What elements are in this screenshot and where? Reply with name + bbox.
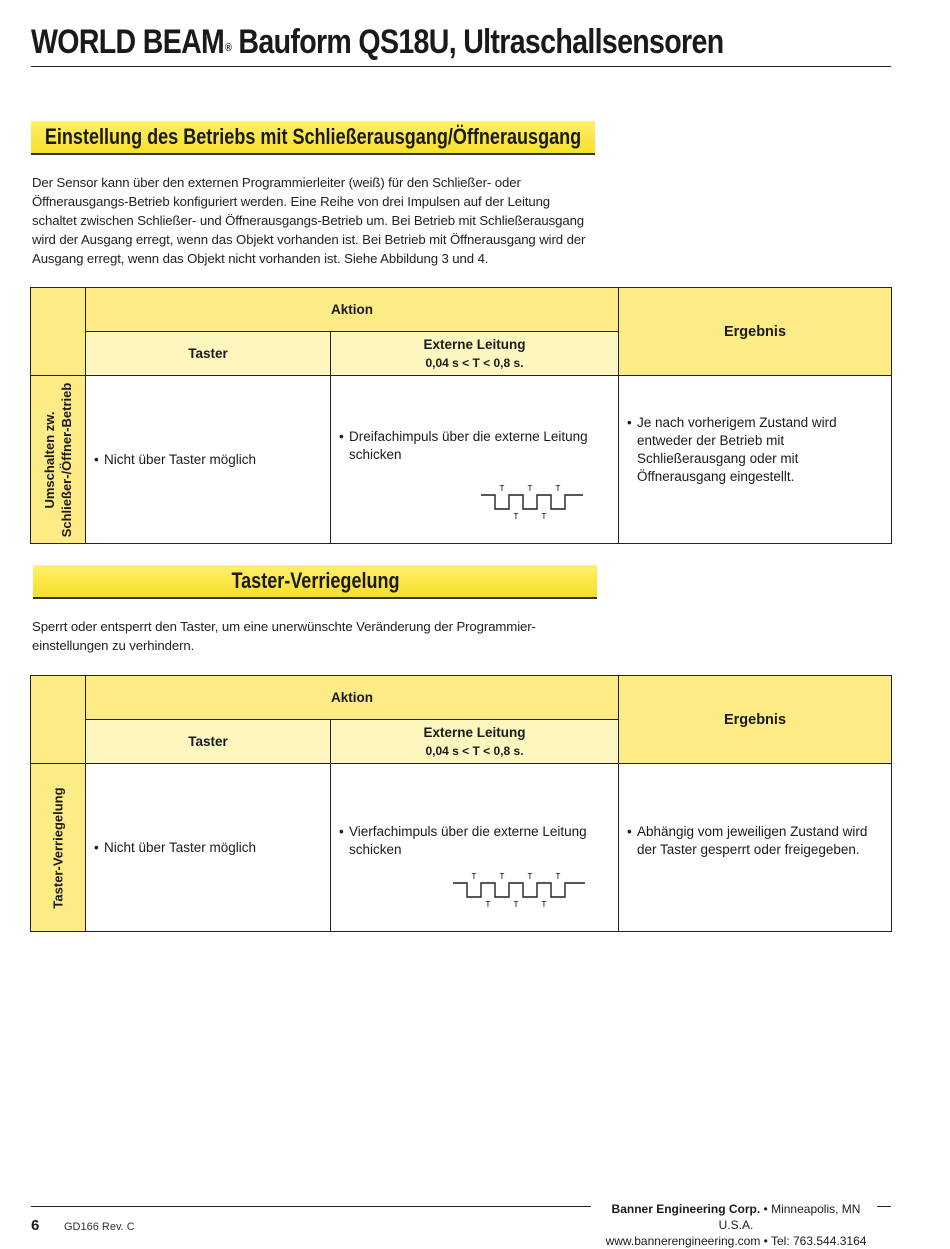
extern-cell (331, 764, 619, 932)
pulse-waveform (453, 883, 585, 897)
footer-rule (31, 1206, 591, 1207)
taster-text: Nicht über Taster möglich (104, 451, 257, 467)
title-rule (31, 66, 891, 67)
table-corner (31, 288, 86, 376)
taster-text: Nicht über Taster möglich (104, 839, 257, 855)
website-link[interactable]: www.bannerengineering.com (605, 1234, 761, 1248)
ergebnis-cell (619, 376, 892, 544)
pulse-label: T (541, 900, 547, 908)
pulse-label: T (471, 872, 477, 881)
extern-text: Dreifachimpuls über die externe Leitung schicken (349, 428, 588, 462)
header-externe-leitung (331, 332, 619, 376)
list-item: • Nicht über Taster möglich (94, 451, 257, 467)
header-ergebnis: Ergebnis (619, 676, 892, 764)
extern-text: Vierfachimpuls über die externe Leitung schicken (349, 823, 587, 857)
pulse-label: T (527, 484, 533, 493)
header-aktion: Aktion (86, 288, 619, 332)
pulse-label: T (499, 872, 505, 881)
timing-label: 0,04 s < T < 0,8 s. (425, 355, 524, 370)
section-paragraph: Sperrt oder entsperrt den Taster, um eine unerwünschte Veränderung der Programmier-einstellungen zu verhindern. (32, 619, 536, 653)
list-item: • Vierfachimpuls über die externe Leitung schicken (331, 823, 618, 859)
footer-contact (596, 1201, 876, 1249)
quadruple-pulse-diagram (451, 872, 591, 908)
page-number: 6 (31, 1217, 40, 1234)
ergebnis-text: Abhängig vom jeweiligen Zustand wird der Taster gesperrt oder freigegeben. (637, 823, 868, 857)
document-code: GD166 Rev. C (64, 1221, 135, 1233)
list-item: • Dreifachimpuls über die externe Leitung schicken (331, 428, 618, 464)
pulse-label: T (527, 872, 533, 881)
pulse-label: T (513, 900, 519, 908)
externe-leitung-label: Externe Leitung (423, 724, 526, 740)
pulse-waveform (481, 495, 583, 509)
company-name: Banner Engineering Corp. (611, 1202, 761, 1216)
ergebnis-cell (619, 764, 892, 932)
list-item: • Abhängig vom jeweiligen Zustand wird der Taster gesperrt oder freigegeben. (619, 823, 891, 859)
row-label-line-2: Schließer-/Öffner-Betrieb (59, 382, 74, 537)
company-location: • Minneapolis, MN U.S.A. (718, 1202, 861, 1232)
section-heading-bar (33, 565, 597, 599)
header-ergebnis: Ergebnis (619, 288, 892, 376)
row-label-line-1: Taster-Verriegelung (50, 786, 66, 909)
section-paragraph: Der Sensor kann über den externen Programmierleiter (weiß) für den Schließer- oder Öffnerausgangs-Betrieb konfiguriert werden. Eine Reihe von drei Impulsen auf der Leitung schaltet zwischen Schließer- und Öffnerausgangs-Betrieb um. Bei Betrieb mit Schließerausgang wird der Ausgang erregt, wenn das Objekt vorhanden ist. Bei Betrieb mit Öffnerausgang wird der Ausgang erregt, wenn das Objekt nicht vorhanden ist. Siehe Abbildung 3 und 4. (32, 175, 586, 266)
section-heading: Einstellung des Betriebs mit Schließerausgang/Öffnerausgang (44, 124, 582, 149)
title-brand: WORLD BEAM (31, 23, 225, 61)
pulse-label: T (555, 872, 561, 881)
taster-cell (86, 376, 331, 544)
pulse-label: T (485, 900, 491, 908)
section-heading: Taster-Verriegelung (230, 568, 400, 593)
pulse-label: T (513, 512, 519, 520)
list-item: • Nicht über Taster möglich (94, 839, 257, 855)
row-label (50, 787, 67, 908)
registered-mark: ® (225, 42, 232, 54)
row-label-line-1: Umschalten zw. (42, 410, 57, 509)
pulse-label: T (541, 512, 547, 520)
header-taster: Taster (86, 720, 331, 764)
title-rest: Bauform QS18U, Ultraschallsensoren (231, 23, 724, 61)
page-title (31, 22, 753, 62)
taster-cell (86, 764, 331, 932)
header-aktion: Aktion (86, 676, 619, 720)
row-label-cell (31, 764, 86, 932)
header-taster: Taster (86, 332, 331, 376)
externe-leitung-label: Externe Leitung (423, 336, 526, 352)
section-heading-bar (31, 121, 595, 155)
timing-label: 0,04 s < T < 0,8 s. (425, 743, 524, 758)
list-item: • Je nach vorherigem Zustand wird entweder der Betrieb mit Schließerausgang oder mit Öffnerausgang eingestellt. (619, 414, 891, 486)
row-label-cell (31, 376, 86, 544)
ergebnis-text: Je nach vorherigem Zustand wird entweder der Betrieb mit Schließerausgang oder mit Öffnerausgang eingestellt. (637, 414, 837, 484)
pulse-label: T (499, 484, 505, 493)
header-externe-leitung (331, 720, 619, 764)
phone-number: • Tel: 763.544.3164 (760, 1234, 867, 1248)
extern-cell (331, 376, 619, 544)
triple-pulse-diagram (479, 484, 589, 520)
lock-table (30, 675, 892, 932)
mode-table (30, 287, 892, 544)
footer-rule-right (877, 1206, 891, 1207)
row-label (41, 382, 75, 537)
table-corner (31, 676, 86, 764)
pulse-label: T (555, 484, 561, 493)
